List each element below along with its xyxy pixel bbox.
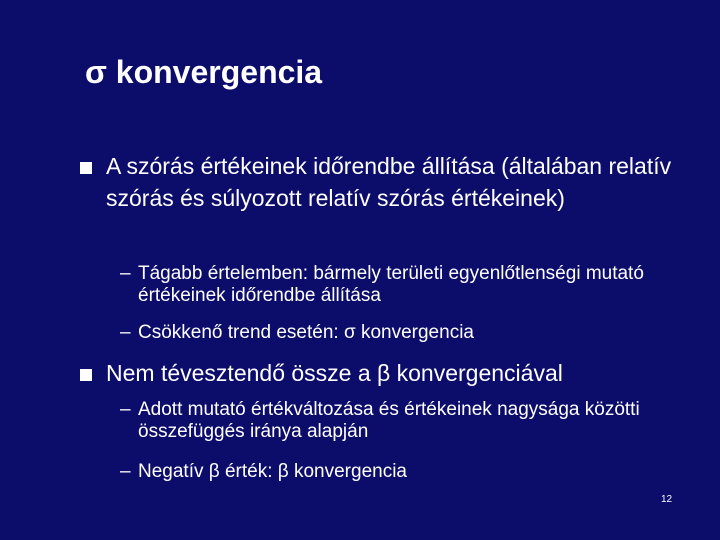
sub-item-text: Csökkenő trend esetén: σ konvergencia xyxy=(138,322,474,343)
sub-item-text: Negatív β érték: β konvergencia xyxy=(138,461,407,482)
dash-icon: – xyxy=(120,322,131,343)
dash-icon: – xyxy=(120,399,131,420)
sub-item-text: Tágabb értelemben: bármely területi egyenlőtlenségi mutató értékeinek időrendbe állítása xyxy=(138,263,644,306)
page-number: 12 xyxy=(661,494,673,505)
square-bullet-icon xyxy=(80,162,92,174)
dash-icon: – xyxy=(120,461,131,482)
bullet-text: A szórás értékeinek időrendbe állítása (általában relatív szórás és súlyozott relatív szórás értékeinek) xyxy=(106,153,672,211)
square-bullet-icon xyxy=(80,369,92,381)
slide-title: σ konvergencia xyxy=(85,54,323,90)
sub-item-text: Adott mutató értékváltozása és értékeinek nagysága közötti összefüggés iránya alapján xyxy=(138,399,640,442)
bullet-text: Nem tévesztendő össze a β konvergenciával xyxy=(106,360,563,386)
dash-icon: – xyxy=(120,263,131,284)
